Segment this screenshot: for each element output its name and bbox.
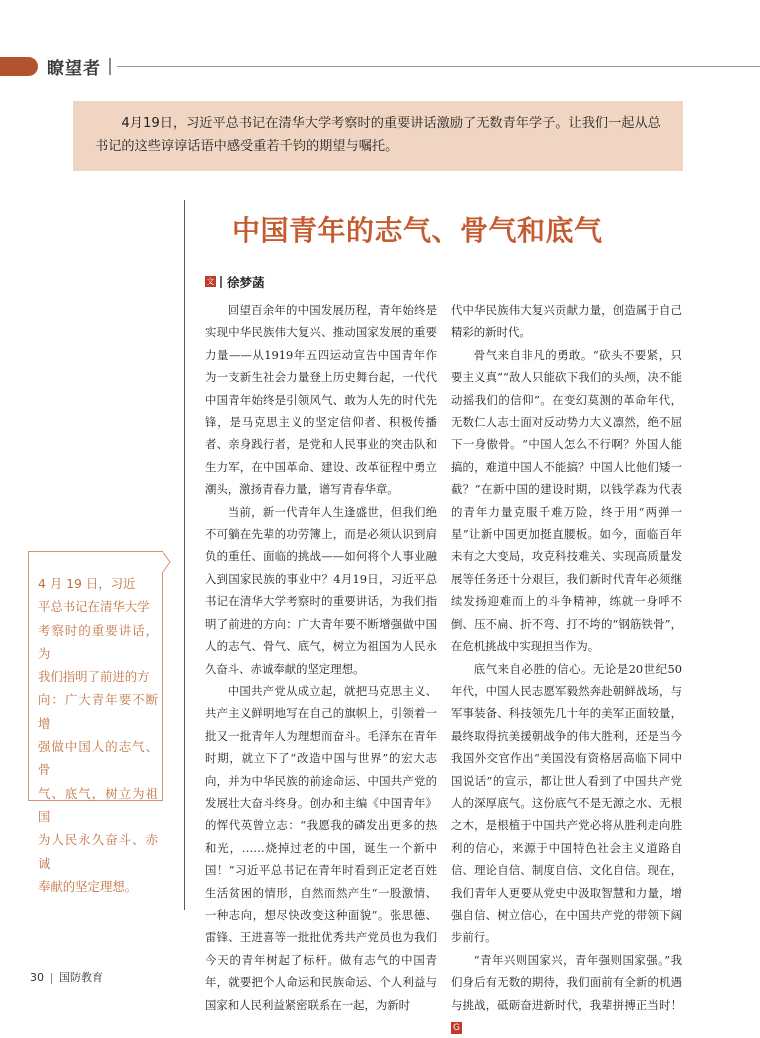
paragraph-final bbox=[451, 949, 682, 1038]
header-rule bbox=[117, 66, 760, 67]
pull-quote-rule bbox=[162, 551, 163, 801]
pull-quote-line: 4 月 19 日，习近 bbox=[38, 576, 136, 591]
pull-quote-pointer bbox=[156, 548, 172, 580]
footer-separator bbox=[51, 973, 52, 984]
publication-name: 国防教育 bbox=[59, 971, 103, 984]
article-title: 中国青年的志气、骨气和底气 bbox=[232, 214, 603, 247]
pull-quote-rule bbox=[28, 551, 29, 801]
author-mark-icon: 文 bbox=[206, 277, 215, 286]
section-title: 瞭望者 bbox=[47, 59, 101, 79]
pull-quote-line: 强做中国人的志气、骨 bbox=[38, 739, 158, 778]
pull-quote-line: 为人民永久奋斗、赤诚 bbox=[38, 832, 158, 871]
pull-quote-line: 平总书记在清华大学 bbox=[38, 599, 150, 615]
article-column-1 bbox=[205, 299, 437, 1016]
header-separator bbox=[109, 58, 111, 75]
pull-quote-rule bbox=[28, 551, 162, 552]
paragraph: 底气来自必胜的信心。无论是20世纪50年代，中国人民志愿军毅然奔赴朝鲜战场，与军事装备、科技领先几十年的美军正面较量，最终取得抗美援朝战争的伟大胜利，还是当今我国外交官作出“美国没有资格居高临下同中国说话”的宣示，都让世人看到了中国共产党人的深厚底气。这份底气不是无源之水、无根之木，是根植于中国共产党必将从胜利走向胜利的信心，来源于中国特色社会主义道路自信、理论自信、制度自信、文化自信。现在，我们青年人更要从党史中汲取智慧和力量，增强自信、树立信心，在中国共产党的带领下阔步前行。 bbox=[451, 661, 682, 945]
header-accent-bar bbox=[0, 57, 38, 76]
pull-quote-line: 考察时的重要讲话，为 bbox=[38, 622, 158, 661]
paragraph: 骨气来自非凡的勇敢。“砍头不要紧，只要主义真”“敌人只能砍下我们的头颅，决不能动摇我们的信仰”。在变幻莫测的革命年代，无数仁人志士面对反动势力大义凛然，绝不屈下一身傲骨。“中国人怎么不行啊？外国人能搞的，难道中国人不能搞？中国人比他们矮一截？”在新中国的建设时期，以钱学森为代表的青年力量克服千难万险，终于用“两弹一星”让新中国更加挺直腰板。如今，面临百年未有之大变局，攻克科技难关、实现高质量发展等任务还十分艰巨，我们新时代青年必须继续发扬迎难而上的斗争精神，练就一身呼不倒、压不扁、折不弯、打不垮的“钢筋铁骨”，在危机挑战中实现担当作为。 bbox=[451, 347, 682, 654]
paragraph: 回望百余年的中国发展历程，青年始终是实现中华民族伟大复兴、推动国家发展的重要力量——从1919年五四运动宣告中国青年作为一支新生社会力量登上历史舞台起，一代代中国青年始终是引领风气、敢为人先的时代先锋，是马克思主义的坚定信仰者、积极传播者、亲身践行者，是党和人民事业的突击队和生力军，在中国革命、建设、改革征程中勇立潮头，激扬青春力量，谱写青春华章。 bbox=[205, 303, 437, 497]
article-column-2 bbox=[451, 299, 682, 1038]
pull-quote-line: 奉献的坚定理想。 bbox=[38, 878, 138, 894]
pull-quote-line: 向：广大青年要不断增 bbox=[38, 692, 158, 731]
paragraph: 中国共产党从成立起，就把马克思主义、共产主义鲜明地写在自己的旗帜上，引领着一批又一批青年人为理想而奋斗。毛泽东在青年时期，就立下了“改造中国与世界”的宏大志向，并为中华民族的前途命运、中国共产党的发展壮大奋斗终身。创办和主编《中国青年》的恽代英曾立志：“我愿我的磷发出更多的热和光，……烧掉过老的中国，诞生一个新中国！”习近平总书记在青年时看到正定老百姓生活贫困的情形，自然而然产生“一股激情、一种志向，想尽快改变这种面貌”。张思德、雷锋、王进喜等一批批优秀共产党员也为我们今天的青年树起了标杆。做有志气的中国青年，就要把个人命运和民族命运、个人利益与国家和人民利益紧密联系在一起，为新时 bbox=[205, 683, 437, 1012]
pull-quote-line: 我们指明了前进的方 bbox=[38, 669, 150, 685]
page-footer bbox=[30, 969, 103, 985]
author-name: 徐梦菡 bbox=[227, 275, 265, 290]
pull-quote-line: 气、底气，树立为祖国 bbox=[38, 785, 158, 824]
paragraph-continued: 代中华民族伟大复兴贡献力量，创造属于自己精彩的新时代。 bbox=[451, 303, 682, 340]
page-number: 30 bbox=[30, 971, 44, 984]
column-divider bbox=[184, 200, 185, 910]
paragraph-text: “青年兴则国家兴，青年强则国家强。”我们身后有无数的期待，我们面前有全新的机遇与挑战，砥砺奋进新时代，我辈拼搏正当时！ bbox=[451, 952, 682, 1012]
intro-box: 4月19日，习近平总书记在清华大学考察时的重要讲话激励了无数青年学子。让我们一起从总书记的这些谆谆话语中感受重若千钧的期望与嘱托。 bbox=[73, 101, 683, 171]
paragraph: 当前，新一代青年人生逢盛世，但我们绝不可躺在先辈的功劳簿上，而是必须认识到肩负的重任、面临的挑战——如何将个人事业融入到国家民族的事业中？4月19日，习近平总书记在清华大学考察时的重要讲话，为我们指明了前进的方向：广大青年要不断增强做中国人的志气、骨气、底气，树立为祖国为人民永久奋斗、赤诚奉献的坚定理想。 bbox=[205, 504, 437, 676]
author-separator bbox=[220, 276, 222, 288]
pull-quote-text bbox=[38, 572, 158, 898]
end-mark-icon: G bbox=[451, 1022, 462, 1034]
